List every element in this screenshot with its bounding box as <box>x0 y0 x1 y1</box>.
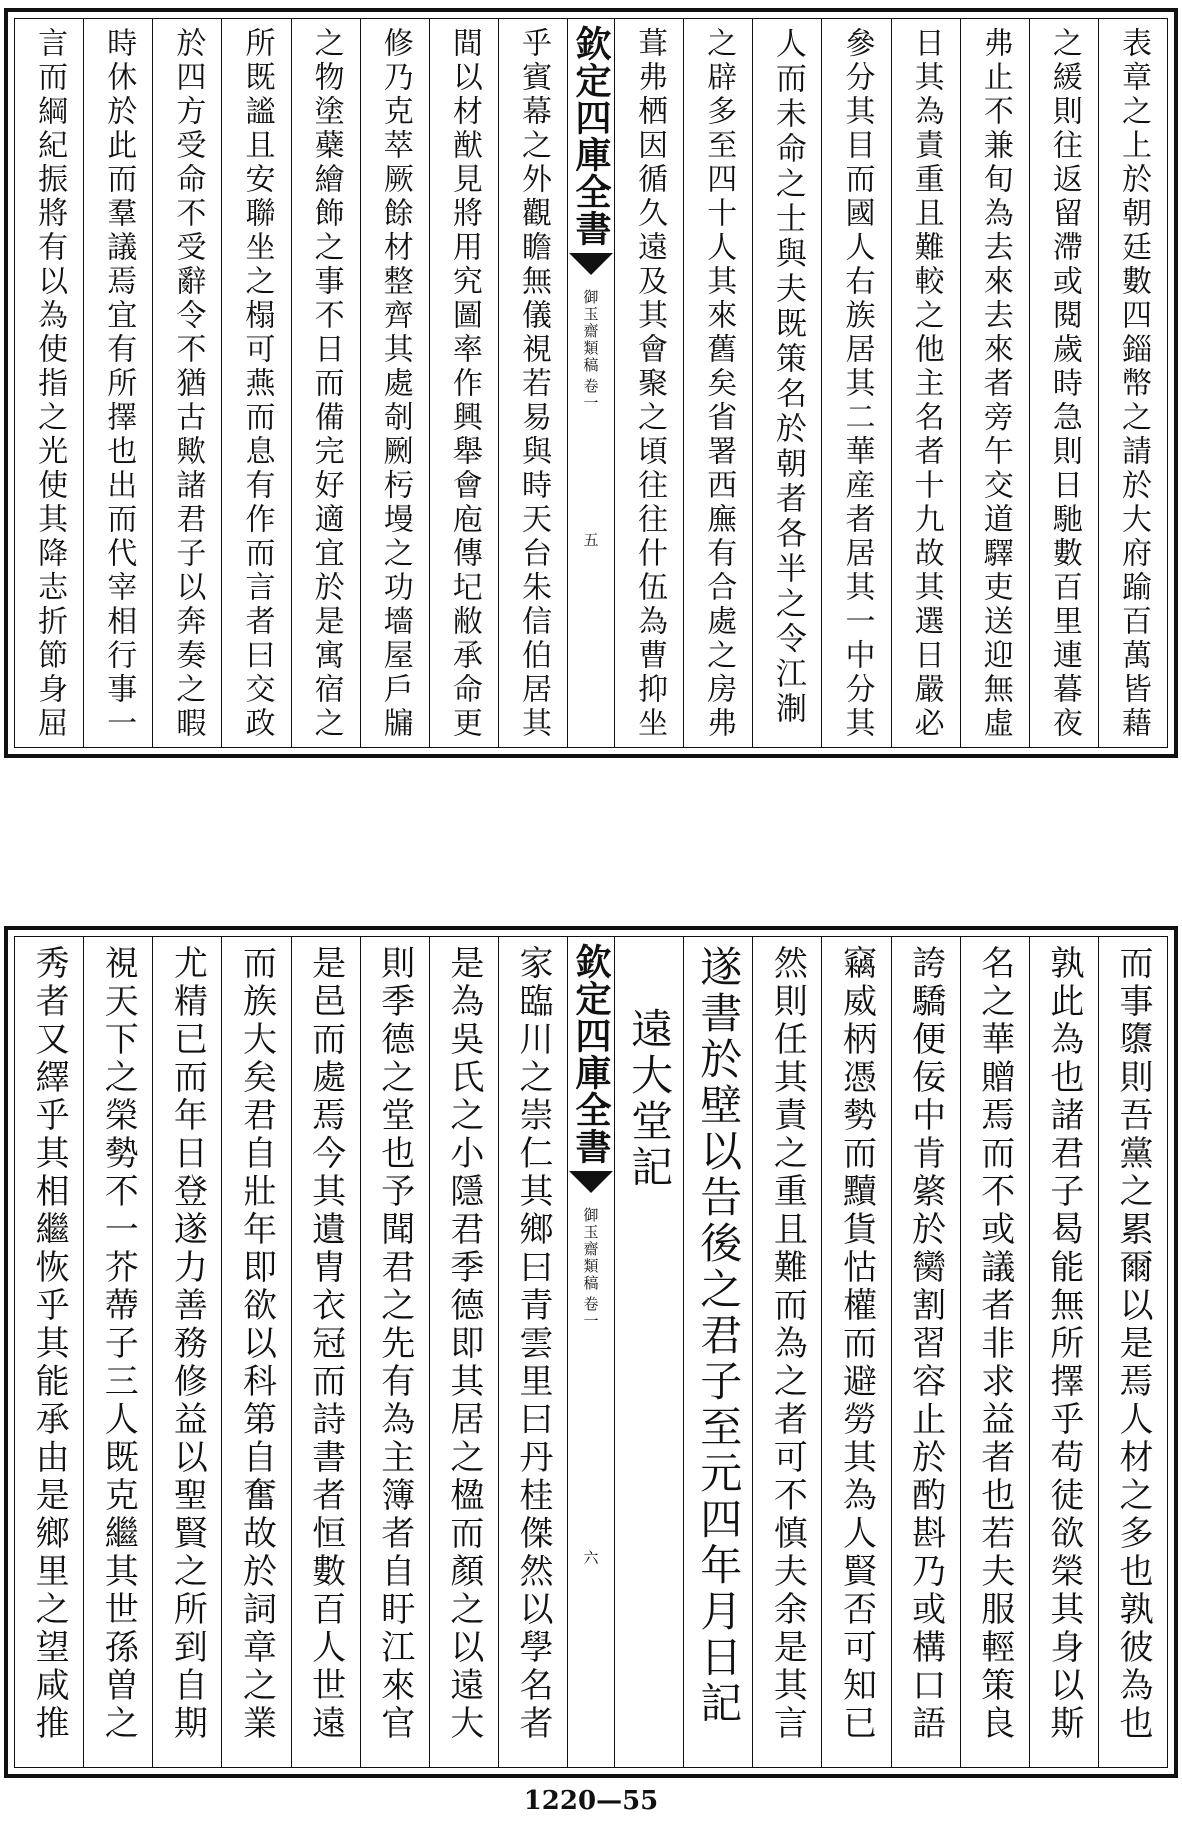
banner-volume: 卷一 <box>581 378 600 412</box>
text-column <box>83 937 152 1767</box>
column-text: 尤精已而年日登遂力善務修益以聖賢之所到自期 <box>167 945 208 1743</box>
essay-title: 遠大堂記 <box>625 1007 675 1191</box>
text-column <box>429 19 498 747</box>
column-text: 是邑而處焉今其遺胄衣冠而詩書者恒數百人世遠 <box>305 945 346 1743</box>
text-column <box>152 937 221 1767</box>
top-page <box>4 8 1178 758</box>
column-text: 之辟多至四十人其來舊矣省署西廡有合處之房弗 <box>701 27 737 741</box>
text-column <box>83 19 152 747</box>
bottom-page <box>4 926 1178 1778</box>
banner-book-title: 御玉齋類稿 <box>581 1207 600 1292</box>
column-text: 表章之上於朝廷數四錙幣之請於大府踰百萬皆藉 <box>1115 27 1151 741</box>
column-text: 然則任其責之重且難而為之者可不慎夫余是其言 <box>767 945 808 1743</box>
fishtail-mark-icon <box>569 1171 613 1193</box>
text-column <box>683 19 752 747</box>
banner-book-title: 御玉齋類稿 <box>581 289 600 374</box>
column-text: 竊威柄憑勢而黷貨怙權而避勞其為人賢否可知已 <box>836 945 877 1743</box>
column-text: 所既謐且安聯坐之榻可燕而息有作而言者曰交政 <box>239 27 275 741</box>
catalog-number: 1220—55 <box>523 1786 659 1816</box>
column-text: 弗止不兼旬為去來去來者旁午交道驛吏送迎無虛 <box>977 27 1013 741</box>
banner-page-number: 六 <box>581 1550 600 1565</box>
essay-title-column <box>614 937 683 1767</box>
text-column <box>1098 937 1167 1767</box>
center-banner <box>567 19 614 747</box>
text-column <box>960 19 1029 747</box>
text-column <box>821 19 890 747</box>
text-column <box>891 937 960 1767</box>
text-column <box>614 19 683 747</box>
column-text: 葺弗栖因循久遠及其會聚之頃往往什伍為曹抑坐 <box>632 27 668 741</box>
banner-page-number: 五 <box>581 532 600 547</box>
column-text: 是為吳氏之小隱君季德即其居之楹而顏之以遠大 <box>443 945 484 1743</box>
column-text: 之緩則往返留滯或閱歲時急則日馳數百里連暮夜 <box>1046 27 1082 741</box>
column-text: 名之華贈焉而不或議者非求益者也若夫服輕策良 <box>974 945 1015 1743</box>
column-text: 秀者又繹乎其相繼恢乎其能承由是鄉里之望咸推 <box>29 945 70 1743</box>
text-column <box>360 937 429 1767</box>
text-column <box>429 937 498 1767</box>
text-column <box>221 937 290 1767</box>
column-text: 之物塗蘗繪飾之事不日而備完好適宜於是寓宿之 <box>308 27 344 741</box>
column-text: 遂書於壁以告後之君子至元四年月日記 <box>694 945 744 1727</box>
text-column <box>1029 19 1098 747</box>
center-banner <box>567 937 614 1767</box>
text-column <box>752 937 821 1767</box>
text-column <box>360 19 429 747</box>
text-column <box>498 937 567 1767</box>
text-column <box>152 19 221 747</box>
column-text: 視天下之榮勢不一芥蔕子三人既克繼其世孫曽之 <box>98 945 139 1743</box>
column-text: 誇驕便佞中肯綮於臠割習容止於酌斟乃或構口語 <box>905 945 946 1743</box>
column-text: 孰此為也諸君子曷能無所擇乎苟徒欲榮其身以斯 <box>1043 945 1084 1743</box>
column-text: 時休於此而羣議焉宜有所擇也出而代宰相行事一 <box>101 27 137 741</box>
text-column <box>15 19 83 747</box>
text-column <box>960 937 1029 1767</box>
fishtail-mark-icon <box>569 253 613 275</box>
text-column <box>291 19 360 747</box>
column-text: 間以材猷見將用究圖率作興舉會庖傳圮敝承命更 <box>446 27 482 741</box>
text-column <box>1098 19 1167 747</box>
text-column <box>1029 937 1098 1767</box>
column-text: 家臨川之崇仁其鄉曰青雲里曰丹桂傑然以學名者 <box>512 945 553 1743</box>
column-text: 而族大矣君自壯年即欲以科第自奮故於詞章之業 <box>236 945 277 1743</box>
text-column <box>752 19 821 747</box>
banner-volume: 卷一 <box>581 1296 600 1330</box>
text-column <box>291 937 360 1767</box>
column-text: 日其為責重且難較之他主名者十九故其選日嚴必 <box>908 27 944 741</box>
text-column <box>221 19 290 747</box>
banner-title: 欽定四庫全書 <box>570 943 612 1165</box>
text-column <box>15 937 83 1767</box>
column-text: 人而未命之士與夫既策名於朝者各半之令江淛 <box>769 27 806 727</box>
bottom-page-frame <box>14 936 1168 1768</box>
column-text: 於四方受命不受辭令不猶古歟諸君子以奔奏之暇 <box>170 27 206 741</box>
column-text: 參分其目而國人右族居其二華産者居其一中分其 <box>839 27 875 741</box>
column-text: 而事隳則吾黨之累爾以是焉人材之多也孰彼為也 <box>1112 945 1153 1743</box>
column-text: 乎賓幕之外觀瞻無儀視若易與時天台朱信伯居其 <box>515 27 551 741</box>
text-column <box>821 937 890 1767</box>
text-column <box>683 937 752 1767</box>
column-text: 則季德之堂也予聞君之先有為主簿者自盱江來官 <box>374 945 415 1743</box>
column-text: 修乃克萃厥餘材整齊其處剞劂杇墁之功墻屋戶牖 <box>377 27 413 741</box>
text-column <box>891 19 960 747</box>
banner-title: 欽定四庫全書 <box>570 25 612 247</box>
top-page-frame <box>14 18 1168 748</box>
text-column <box>498 19 567 747</box>
column-text: 言而綱紀振將有以為使指之光使其降志折節身屈 <box>32 27 68 741</box>
